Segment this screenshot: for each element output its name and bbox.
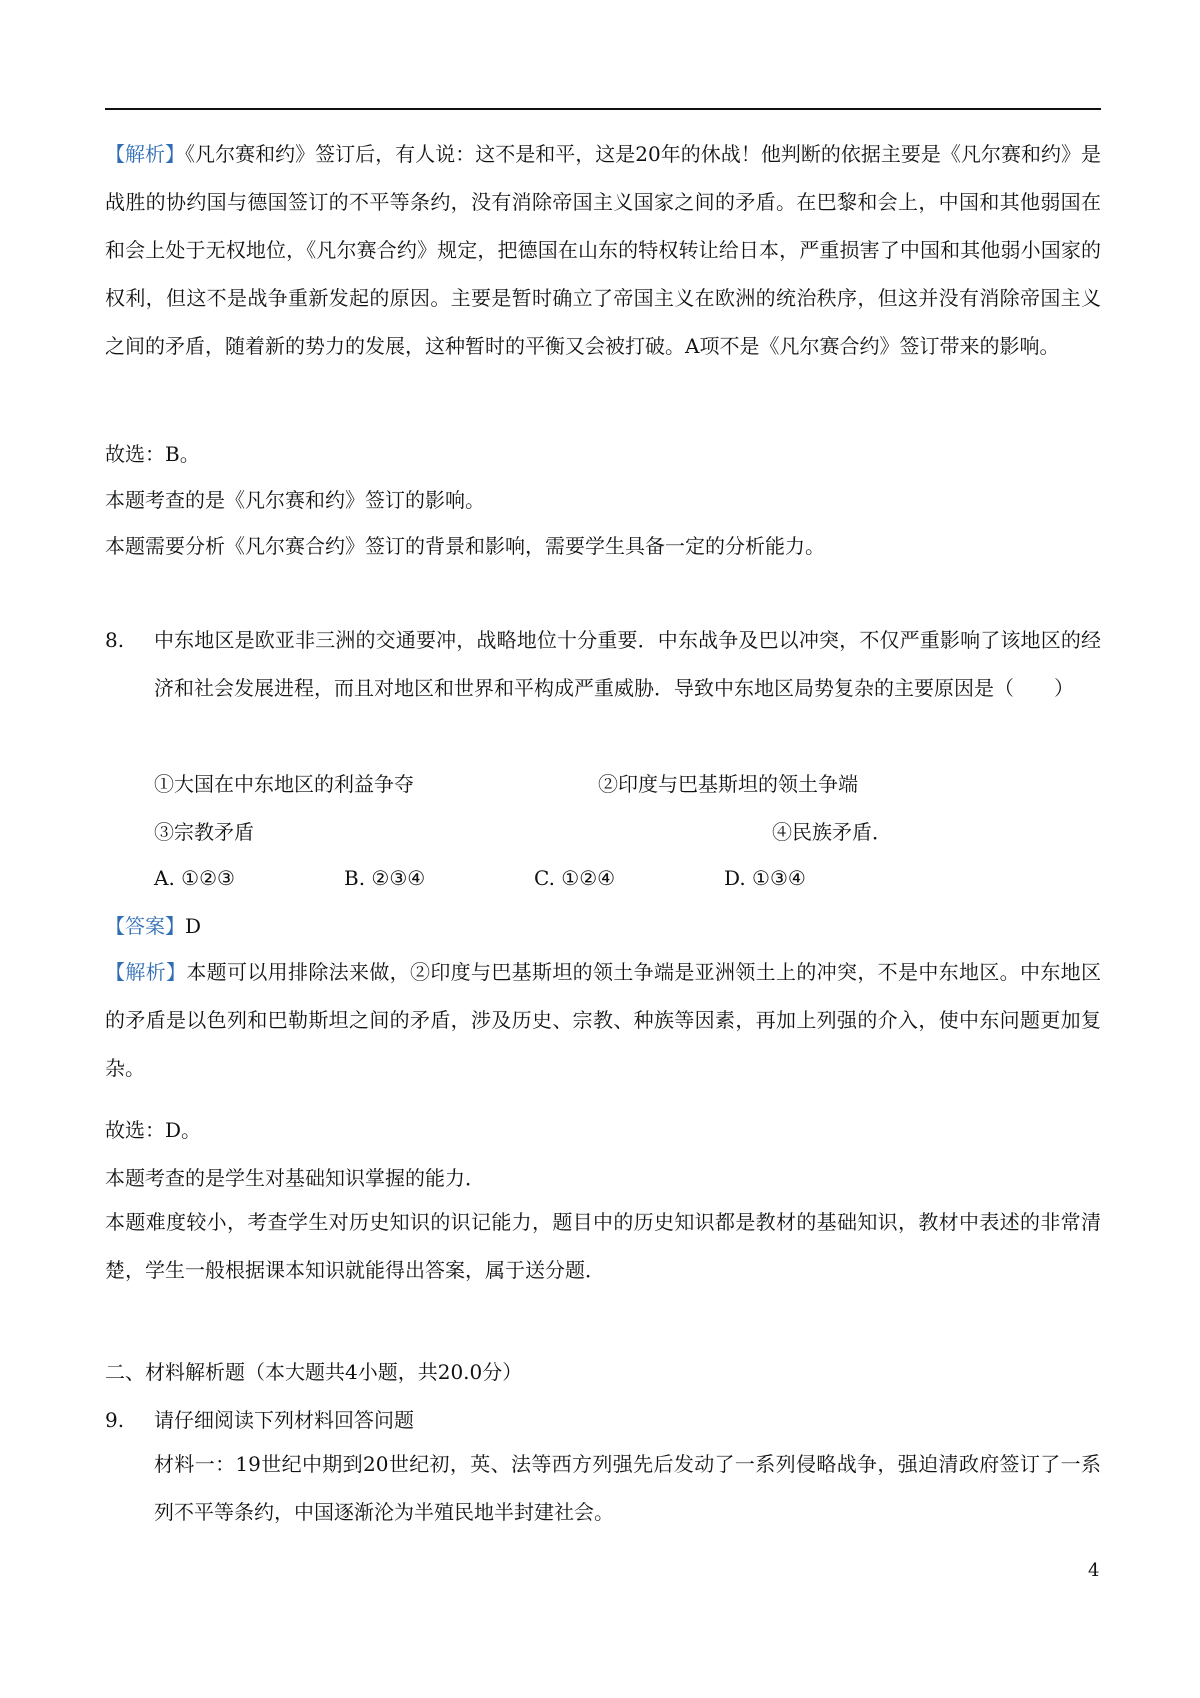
q8-option-a: A. ①②③ (154, 866, 235, 890)
q8-answer (105, 912, 201, 940)
q8-answer-tag: 【答案】 (105, 914, 185, 938)
q8-analysis-tag: 【解析】 (105, 960, 187, 984)
q8-option-b: B. ②③④ (344, 866, 426, 890)
q8-analysis (105, 948, 1101, 1092)
header-rule (105, 108, 1101, 110)
q8-item-1: ①大国在中东地区的利益争夺 (154, 772, 414, 796)
q8-comment: 本题难度较小，考查学生对历史知识的识记能力，题目中的历史知识都是教材的基础知识，教材中表述的非常清楚，学生一般根据课本知识就能得出答案，属于送分题． (105, 1210, 1101, 1282)
q9-number: 9. (105, 1408, 125, 1432)
q8-stem: 中东地区是欧亚非三洲的交通要冲，战略地位十分重要．中东战争及巴以冲突，不仅严重影响了该地区的经济和社会发展进程，而且对地区和世界和平构成严重威胁．导致中东地区局势复杂的主要原因是（ ） (154, 628, 1101, 700)
q8-item-3: ③宗教矛盾 (154, 820, 254, 844)
q8-option-d: D. ①③④ (724, 866, 806, 890)
q9-stem: 请仔细阅读下列材料回答问题 (154, 1408, 414, 1432)
q8-number: 8. (105, 628, 125, 652)
q8-answer-value: D (185, 914, 202, 938)
q8-item-4: ④民族矛盾． (772, 820, 892, 844)
q8-point: 本题考查的是学生对基础知识掌握的能力． (105, 1166, 485, 1190)
q7-analysis-text: 《凡尔赛和约》签订后，有人说：这不是和平，这是20年的休战！他判断的依据主要是《凡尔赛和约》是战胜的协约国与德国签订的不平等条约，没有消除帝国主义国家之间的矛盾。在巴黎和会上，中国和其他弱国在和会上处于无权地位，《凡尔赛合约》规定，把德国在山东的特权转让给日本，严重损害了中国和其他弱小国家的权利，但这不是战争重新发起的原因。主要是暂时确立了帝国主义在欧洲的统治秩序，但这并没有消除帝国主义之间的矛盾，随着新的势力的发展，这种暂时的平衡又会被打破。A项不是《凡尔赛合约》签订带来的影响。 (105, 142, 1101, 358)
q7-analysis (105, 130, 1101, 370)
q7-point: 本题考查的是《凡尔赛和约》签订的影响。 (105, 488, 485, 512)
q9-material-1: 材料一：19世纪中期到20世纪初，英、法等西方列强先后发动了一系列侵略战争，强迫清政府签订了一系列不平等条约，中国逐渐沦为半殖民地半封建社会。 (154, 1452, 1101, 1524)
q8-item-2: ②印度与巴基斯坦的领土争端 (598, 772, 858, 796)
q8-choice: 故选：D。 (105, 1118, 202, 1142)
q8-option-c: C. ①②④ (534, 866, 616, 890)
q8-analysis-text: 本题可以用排除法来做，②印度与巴基斯坦的领土争端是亚洲领土上的冲突，不是中东地区。中东地区的矛盾是以色列和巴勒斯坦之间的矛盾，涉及历史、宗教、种族等因素，再加上列强的介入，使中东问题更加复杂。 (105, 960, 1102, 1080)
q7-analysis-tag: 【解析】 (105, 142, 186, 166)
section-title: 二、材料解析题（本大题共4小题，共20.0分） (105, 1360, 523, 1384)
q7-choice: 故选：B。 (105, 442, 200, 466)
page-number: 4 (1088, 1560, 1100, 1581)
q7-comment: 本题需要分析《凡尔赛合约》签订的背景和影响，需要学生具备一定的分析能力。 (105, 534, 825, 558)
